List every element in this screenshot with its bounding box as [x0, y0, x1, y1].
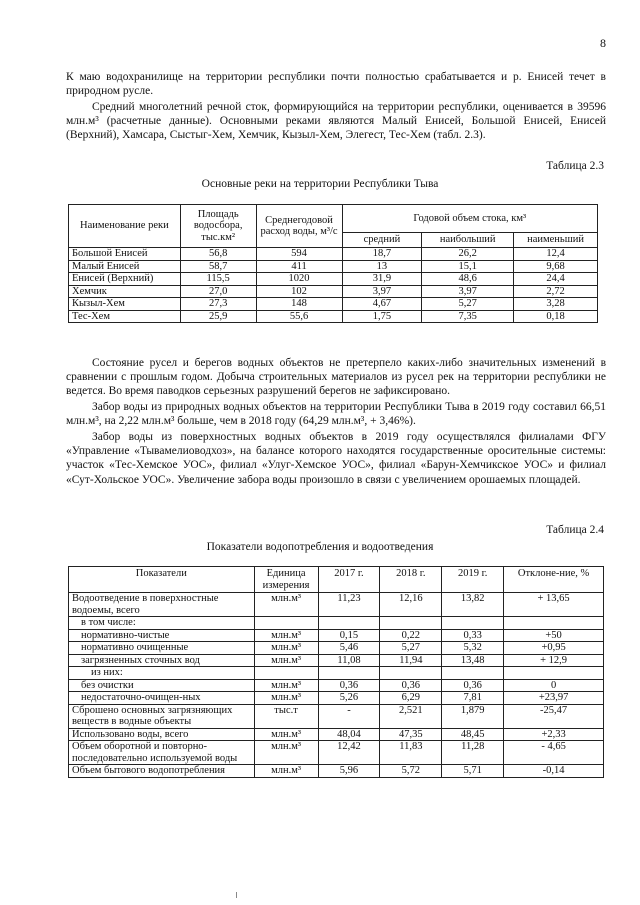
cell-unit: млн.м³	[254, 728, 318, 741]
page-number: 8	[600, 36, 606, 50]
cell-name: Использовано воды, всего	[69, 728, 255, 741]
table-row	[69, 260, 598, 273]
cell-y2017: 0,36	[318, 679, 380, 692]
table-row	[69, 629, 604, 642]
cell-area: 115,5	[180, 273, 256, 286]
table-2-3-caption: Основные реки на территории Республики Тыва	[201, 178, 439, 190]
cell-dev: +2,33	[504, 728, 604, 741]
cell-y2018: 5,72	[380, 765, 442, 778]
cell-y2017: 11,23	[318, 593, 380, 617]
cell-flow: 102	[256, 285, 342, 298]
col-header-deviation: Отклоне-ние, %	[504, 567, 604, 593]
cell-y2017: 5,46	[318, 642, 380, 655]
cell-avg: 13	[342, 260, 422, 273]
cell-min: 9,68	[514, 260, 598, 273]
col-header-min: наименьший	[514, 233, 598, 248]
cell-unit: млн.м³	[254, 642, 318, 655]
cell-dev: - 4,65	[504, 741, 604, 765]
paragraph-surface-intake: Забор воды из поверхностных водных объектов в 2019 году осуществлялся филиалами ФГУ «Управление «Тывамелиоводхоз», на балансе которого находятся государственные оросительные системы: участок «Тес-Хемское УОС», филиал «Улуг-Хемское УОС», филиал «Барун-Хемчикское УОС» и филиал «Сут-Хольское УОС». Увеличение забора воды произошло в связи с увеличением орошаемых площадей.	[66, 431, 606, 486]
cell-y2018: 11,83	[380, 741, 442, 765]
table-row	[69, 310, 598, 323]
cell-y2018	[380, 617, 442, 630]
cell-max: 48,6	[422, 273, 514, 286]
cell-y2017	[318, 617, 380, 630]
col-header-indicator: Показатели	[69, 567, 255, 593]
cell-unit: млн.м³	[254, 765, 318, 778]
cell-y2019: 13,82	[442, 593, 504, 617]
cell-name: Большой Енисей	[69, 248, 181, 261]
cell-avg: 18,7	[342, 248, 422, 261]
cell-unit: млн.м³	[254, 741, 318, 765]
cell-name: Тес-Хем	[69, 310, 181, 323]
cell-y2019	[442, 617, 504, 630]
cell-y2019: 1,879	[442, 704, 504, 728]
cell-name: из них:	[69, 667, 255, 680]
col-header-2017: 2017 г.	[318, 567, 380, 593]
cell-y2018: 0,22	[380, 629, 442, 642]
cell-name: недостаточно-очищен-ных	[69, 692, 255, 705]
cell-min: 12,4	[514, 248, 598, 261]
cell-y2017: 5,26	[318, 692, 380, 705]
table-row	[69, 248, 598, 261]
cell-name: Енисей (Верхний)	[69, 273, 181, 286]
cell-y2017: 5,96	[318, 765, 380, 778]
cell-y2019: 5,71	[442, 765, 504, 778]
water-usage-table	[68, 566, 604, 778]
cell-flow: 594	[256, 248, 342, 261]
paragraph-river-flow: Средний многолетний речной сток, формирующийся на территории республики, оценивается в 39596 млн.м³ (расчетные данные). Основными реками являются Малый Енисей, Большой Енисей, Енисей (Верхний), Хамсара, Сыстыг-Хем, Хемчик, Кызыл-Хем, Элегест, Тес-Хем (табл. 2.3).	[66, 101, 606, 142]
cell-dev	[504, 617, 604, 630]
cell-unit: млн.м³	[254, 629, 318, 642]
cell-y2017	[318, 667, 380, 680]
page-mark	[236, 892, 237, 898]
table-row	[69, 679, 604, 692]
cell-name: Водоотведение в поверхностные водоемы, всего	[69, 593, 255, 617]
table-row	[69, 654, 604, 667]
cell-max: 5,27	[422, 298, 514, 311]
cell-name: Объем оборотной и повторно-последовательно используемой воды	[69, 741, 255, 765]
cell-y2017: 0,15	[318, 629, 380, 642]
cell-area: 56,8	[180, 248, 256, 261]
cell-name: Кызыл-Хем	[69, 298, 181, 311]
cell-avg: 1,75	[342, 310, 422, 323]
cell-dev: +50	[504, 629, 604, 642]
rivers-table	[68, 204, 598, 323]
table-2-4-caption: Показатели водопотребления и водоотведения	[206, 541, 434, 553]
col-header-unit: Единица измерения	[254, 567, 318, 593]
cell-y2019: 7,81	[442, 692, 504, 705]
cell-dev: +23,97	[504, 692, 604, 705]
cell-max: 26,2	[422, 248, 514, 261]
cell-avg: 4,67	[342, 298, 422, 311]
cell-name: Хемчик	[69, 285, 181, 298]
cell-y2019: 0,36	[442, 679, 504, 692]
cell-unit	[254, 617, 318, 630]
table-row	[69, 741, 604, 765]
cell-y2018: 5,27	[380, 642, 442, 655]
table-row	[69, 593, 604, 617]
cell-dev: -25,47	[504, 704, 604, 728]
cell-name: Малый Енисей	[69, 260, 181, 273]
cell-y2017: 11,08	[318, 654, 380, 667]
col-header-2018: 2018 г.	[380, 567, 442, 593]
cell-name: в том числе:	[69, 617, 255, 630]
cell-y2017: -	[318, 704, 380, 728]
cell-name: нормативно-чистые	[69, 629, 255, 642]
col-header-2019: 2019 г.	[442, 567, 504, 593]
cell-name: Объем бытового водопотребления	[69, 765, 255, 778]
cell-y2018: 2,521	[380, 704, 442, 728]
cell-dev: +0,95	[504, 642, 604, 655]
table-row	[69, 667, 604, 680]
rivers-table-body	[69, 248, 598, 323]
cell-y2019: 13,48	[442, 654, 504, 667]
cell-area: 58,7	[180, 260, 256, 273]
paragraph-riverbeds: Состояние русел и берегов водных объектов не претерпело каких-либо значительных изменений в сравнении с прошлым годом. Добыча строительных материалов из русел рек на территории республики не ведется. Во время паводков серьезных разрушений берегов не зафиксировано.	[66, 357, 606, 398]
cell-min: 0,18	[514, 310, 598, 323]
table-row	[69, 273, 598, 286]
cell-unit: тыс.т	[254, 704, 318, 728]
col-header-name: Наименование реки	[69, 205, 181, 248]
cell-area: 25,9	[180, 310, 256, 323]
cell-max: 3,97	[422, 285, 514, 298]
cell-y2018: 0,36	[380, 679, 442, 692]
cell-y2018: 12,16	[380, 593, 442, 617]
cell-y2019: 0,33	[442, 629, 504, 642]
cell-unit: млн.м³	[254, 593, 318, 617]
cell-y2019: 5,32	[442, 642, 504, 655]
cell-area: 27,3	[180, 298, 256, 311]
cell-unit: млн.м³	[254, 692, 318, 705]
cell-flow: 55,6	[256, 310, 342, 323]
table-2-3-label: Таблица 2.3	[546, 160, 604, 172]
cell-max: 7,35	[422, 310, 514, 323]
cell-avg: 3,97	[342, 285, 422, 298]
cell-avg: 31,9	[342, 273, 422, 286]
cell-y2018	[380, 667, 442, 680]
col-header-area: Площадь водосбора, тыс.км²	[180, 205, 256, 248]
cell-name: загрязненных сточных вод	[69, 654, 255, 667]
cell-name: Сброшено основных загрязняющих веществ в водные объекты	[69, 704, 255, 728]
table-row	[69, 728, 604, 741]
cell-flow: 148	[256, 298, 342, 311]
col-header-max: наибольший	[422, 233, 514, 248]
table-row	[69, 617, 604, 630]
cell-y2018: 6,29	[380, 692, 442, 705]
cell-unit	[254, 667, 318, 680]
cell-dev	[504, 667, 604, 680]
paragraph-water-intake: Забор воды из природных водных объектов на территории Республики Тыва в 2019 году составил 66,51 млн.м³, на 2,22 млн.м³ больше, чем в 2018 году (64,29 млн.м³, + 3,46%).	[66, 401, 606, 428]
cell-name: нормативно очищенные	[69, 642, 255, 655]
cell-y2017: 12,42	[318, 741, 380, 765]
cell-area: 27,0	[180, 285, 256, 298]
col-header-volume: Годовой объем стока, км³	[342, 205, 597, 233]
cell-name: без очистки	[69, 679, 255, 692]
cell-unit: млн.м³	[254, 679, 318, 692]
col-header-flow: Среднегодовой расход воды, м³/с	[256, 205, 342, 248]
cell-y2019: 48,45	[442, 728, 504, 741]
table-row	[69, 704, 604, 728]
cell-min: 24,4	[514, 273, 598, 286]
water-usage-table-body	[69, 593, 604, 778]
table-row	[69, 692, 604, 705]
table-row	[69, 642, 604, 655]
paragraph-reservoir: К маю водохранилище на территории республики почти полностью срабатывается и р. Енисей течет в природном русле.	[66, 71, 606, 98]
cell-y2019: 11,28	[442, 741, 504, 765]
table-row	[69, 285, 598, 298]
cell-min: 3,28	[514, 298, 598, 311]
table-2-4-label: Таблица 2.4	[546, 524, 604, 536]
table-row	[69, 298, 598, 311]
cell-flow: 1020	[256, 273, 342, 286]
cell-max: 15,1	[422, 260, 514, 273]
cell-y2019	[442, 667, 504, 680]
col-header-avg: средний	[342, 233, 422, 248]
cell-dev: -0,14	[504, 765, 604, 778]
cell-flow: 411	[256, 260, 342, 273]
cell-y2018: 11,94	[380, 654, 442, 667]
cell-min: 2,72	[514, 285, 598, 298]
cell-dev: 0	[504, 679, 604, 692]
cell-y2017: 48,04	[318, 728, 380, 741]
cell-y2018: 47,35	[380, 728, 442, 741]
table-row	[69, 765, 604, 778]
cell-dev: + 13,65	[504, 593, 604, 617]
cell-dev: + 12,9	[504, 654, 604, 667]
cell-unit: млн.м³	[254, 654, 318, 667]
